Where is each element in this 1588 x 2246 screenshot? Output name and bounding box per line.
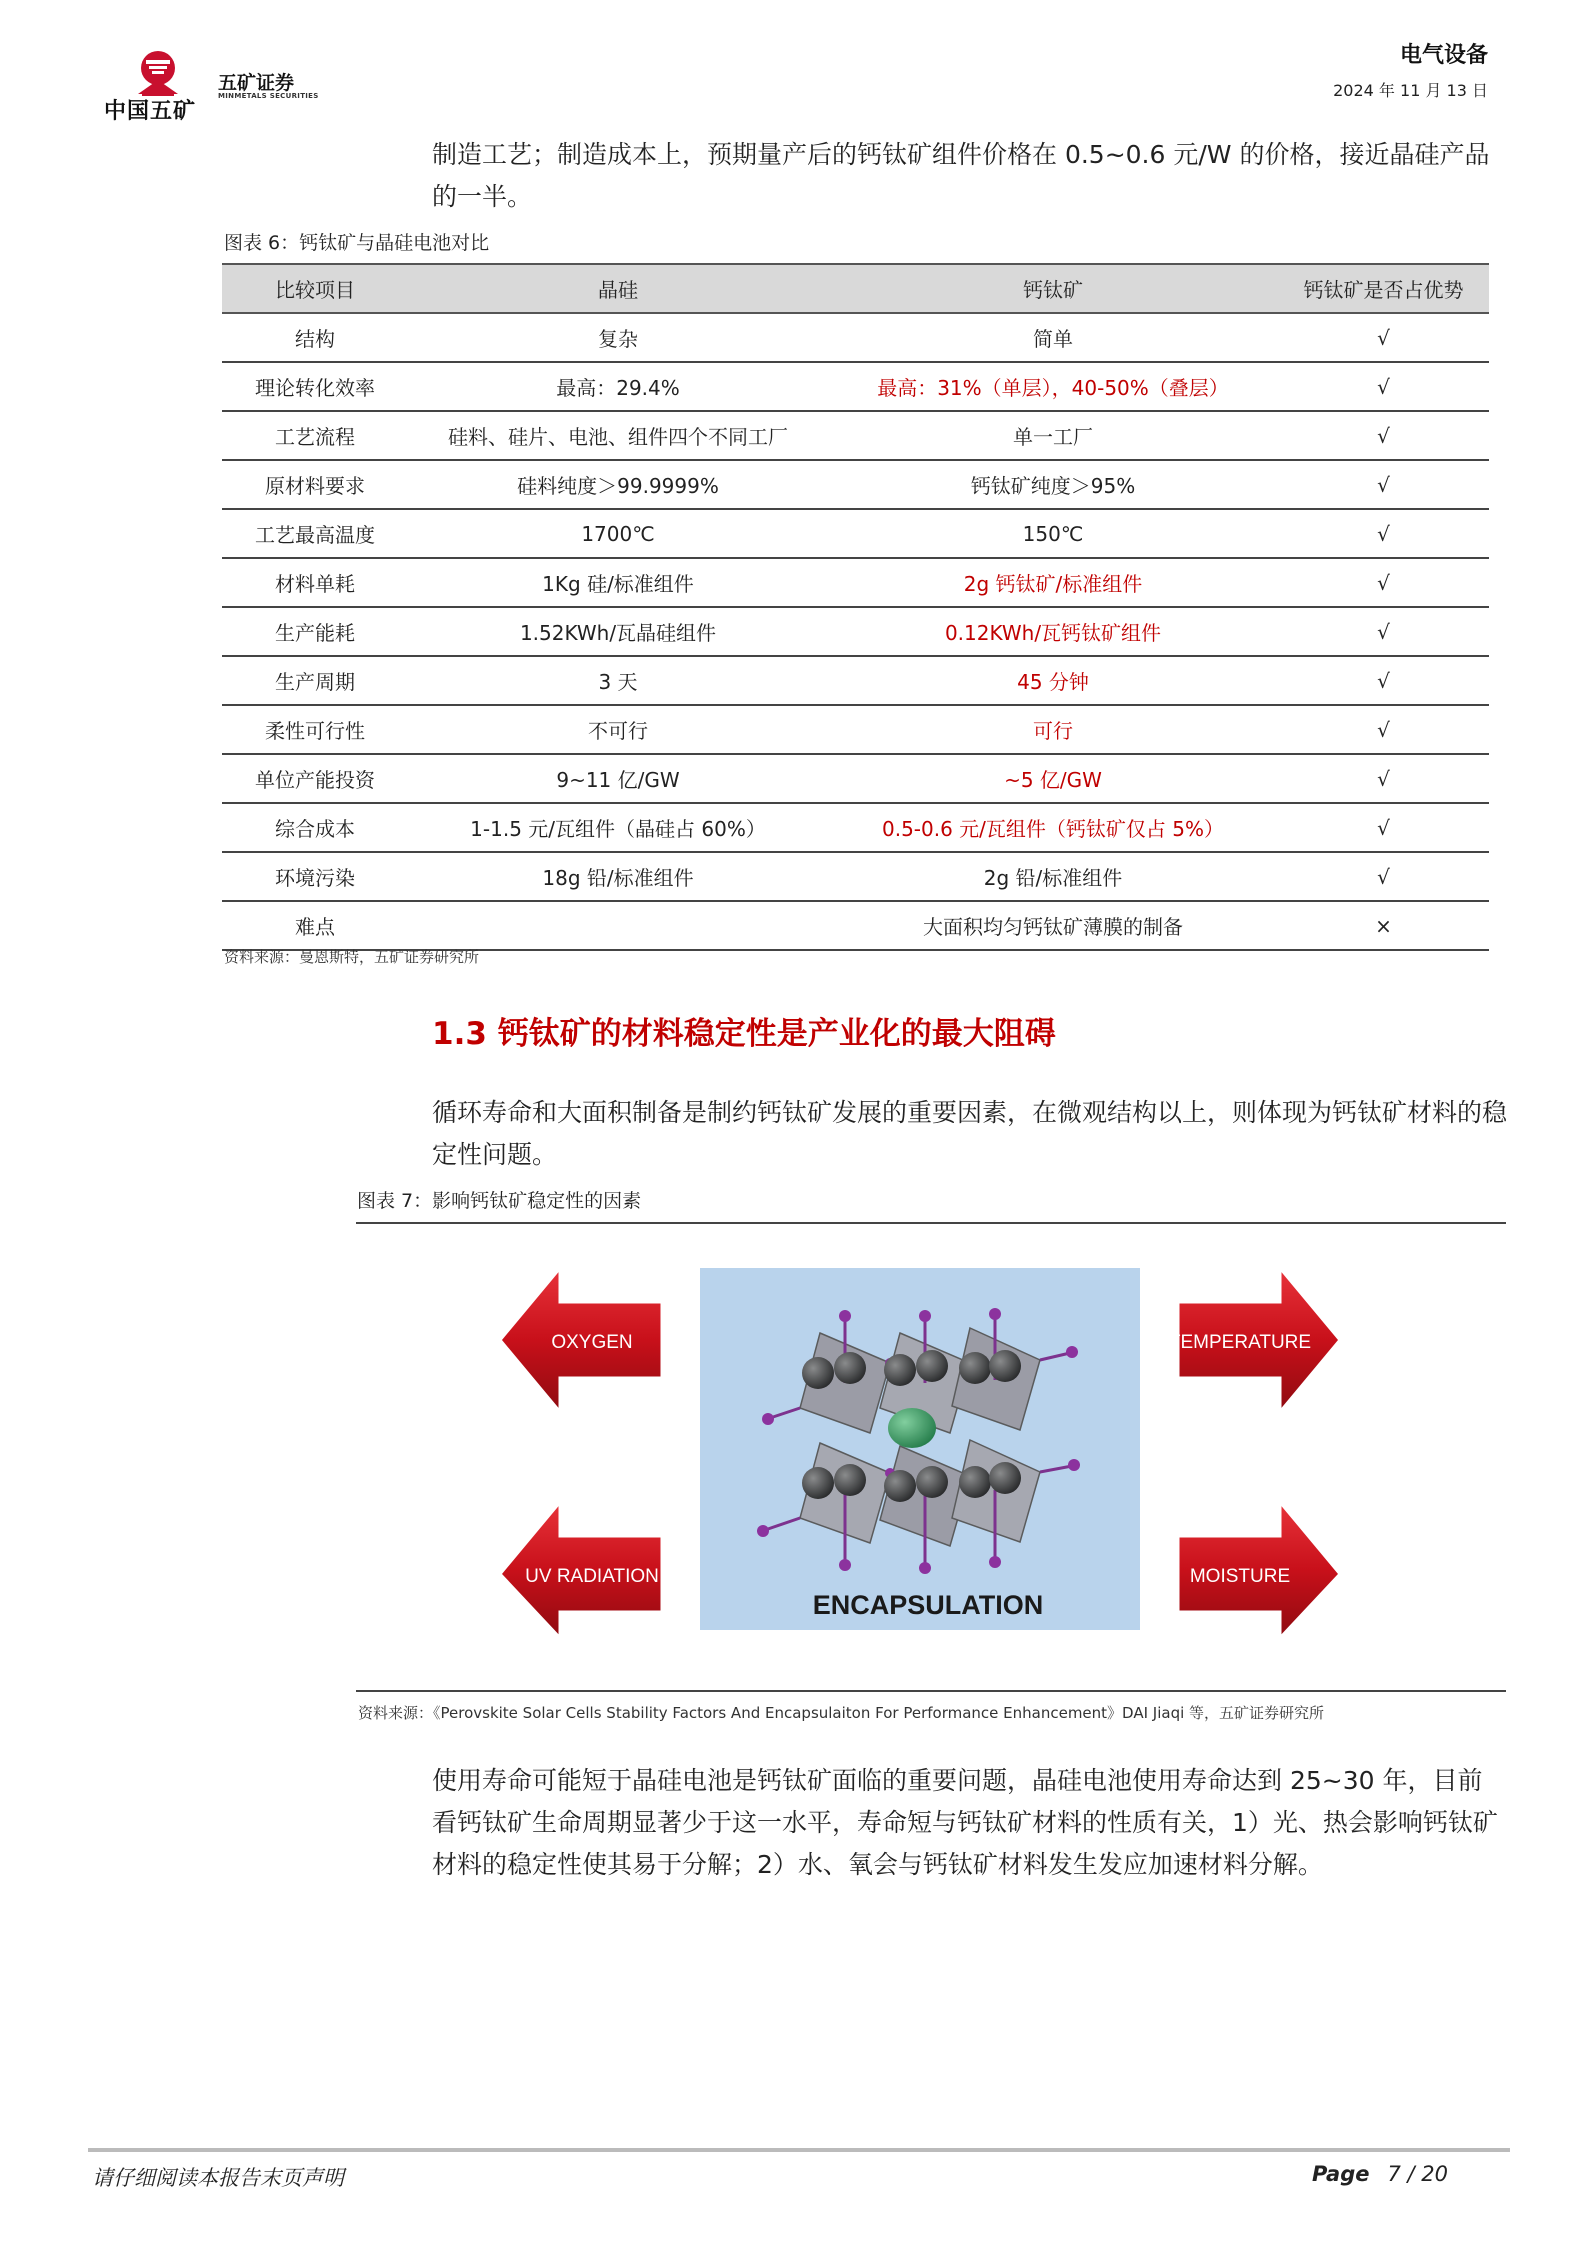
oxygen-arrow-icon <box>500 1268 662 1412</box>
perovskite-cell: 0.5-0.6 元/瓦组件（钙钛矿仅占 5%） <box>881 817 1224 841</box>
table-row <box>222 656 1489 705</box>
row-item: 综合成本 <box>275 817 355 841</box>
table-header-row <box>222 264 1489 313</box>
column-header: 钙钛矿 <box>1023 278 1083 302</box>
row-item: 单位产能投资 <box>255 768 375 792</box>
temperature-arrow-icon <box>1169 1268 1340 1412</box>
comparison-table <box>222 263 1489 951</box>
table-row <box>222 754 1489 803</box>
checkmark-icon: √ <box>1377 325 1390 350</box>
moisture-arrow-icon <box>1178 1502 1340 1638</box>
logo-brand-name: 五矿证券 <box>218 72 295 94</box>
page-indicator <box>1312 2162 1448 2186</box>
encapsulation-label: ENCAPSULATION <box>812 1590 1044 1620</box>
encapsulation-background <box>700 1268 1140 1630</box>
intro-paragraph: 制造工艺；制造成本上，预期量产后的钙钛矿组件价格在 0.5~0.6 元/W 的价格，接近晶硅产品的一半。 <box>432 140 1490 211</box>
row-item: 生产能耗 <box>275 621 355 645</box>
table-row <box>222 852 1489 901</box>
row-item: 难点 <box>295 915 335 939</box>
checkmark-icon: √ <box>1377 570 1390 595</box>
perovskite-cell: 大面积均匀钙钛矿薄膜的制备 <box>923 915 1183 939</box>
table-row <box>222 558 1489 607</box>
row-item: 环境污染 <box>275 866 355 890</box>
uv-radiation-label: UV RADIATION <box>525 1566 659 1587</box>
cross-icon: × <box>1375 913 1392 938</box>
silicon-cell: 18g 铅/标准组件 <box>542 866 694 890</box>
figure-caption: 图表 7：影响钙钛矿稳定性的因素 <box>357 1190 642 1212</box>
perovskite-cell: 2g 钙钛矿/标准组件 <box>963 572 1143 596</box>
report-sector: 电气设备 <box>1399 43 1488 68</box>
logo-english-name: MINMETALS SECURITIES <box>218 92 319 100</box>
perovskite-cell: 150℃ <box>1022 521 1084 546</box>
row-item: 工艺最高温度 <box>255 523 375 547</box>
silicon-cell <box>408 901 828 950</box>
perovskite-cell: ~5 亿/GW <box>1004 768 1102 792</box>
company-logo <box>100 50 330 130</box>
oxygen-label: OXYGEN <box>551 1332 633 1353</box>
logo-chinese-name: 中国五矿 <box>104 99 197 124</box>
footer-disclaimer: 请仔细阅读本报告末页声明 <box>92 2166 344 2190</box>
perovskite-cell: 简单 <box>1033 327 1073 351</box>
report-date: 2024 年 11 月 13 日 <box>1333 81 1488 100</box>
row-item: 材料单耗 <box>275 572 355 596</box>
table-row <box>222 313 1489 362</box>
perovskite-cell: 0.12KWh/瓦钙钛矿组件 <box>944 621 1162 645</box>
silicon-cell: 最高：29.4% <box>556 376 680 400</box>
column-header: 钙钛矿是否占优势 <box>1303 278 1464 302</box>
silicon-cell: 1700℃ <box>581 521 655 546</box>
silicon-cell: 9~11 亿/GW <box>556 768 680 792</box>
table-row <box>222 901 1489 950</box>
perovskite-cell: 钙钛矿纯度＞95% <box>970 474 1136 498</box>
checkmark-icon: √ <box>1377 423 1390 448</box>
checkmark-icon: √ <box>1377 864 1390 889</box>
page-label: Page <box>1311 2162 1370 2186</box>
perovskite-cell: 45 分钟 <box>1017 670 1089 694</box>
row-item: 生产周期 <box>275 670 355 694</box>
column-header: 比较项目 <box>275 278 355 302</box>
checkmark-icon: √ <box>1377 472 1390 497</box>
silicon-cell: 硅料、硅片、电池、组件四个不同工厂 <box>448 425 788 449</box>
minmetals-emblem-icon <box>132 50 184 98</box>
silicon-cell: 1Kg 硅/标准组件 <box>542 572 694 596</box>
silicon-cell: 1-1.5 元/瓦组件（晶硅占 60%） <box>470 817 766 841</box>
perovskite-cell: 2g 铅/标准组件 <box>983 866 1123 890</box>
table-row <box>222 509 1489 558</box>
table-row <box>222 460 1489 509</box>
checkmark-icon: √ <box>1377 374 1390 399</box>
silicon-cell: 3 天 <box>598 670 638 694</box>
figure-bottom-rule <box>356 1690 1506 1692</box>
uv-radiation-arrow-icon <box>500 1502 662 1638</box>
silicon-cell: 1.52KWh/瓦晶硅组件 <box>519 621 717 645</box>
temperature-label: TEMPERATURE <box>1168 1332 1312 1353</box>
row-item: 柔性可行性 <box>265 719 365 743</box>
checkmark-icon: √ <box>1377 815 1390 840</box>
checkmark-icon: √ <box>1377 766 1390 791</box>
row-item: 原材料要求 <box>265 474 365 498</box>
table-source: 资料来源：曼恩斯特，五矿证券研究所 <box>224 948 480 966</box>
row-item: 工艺流程 <box>275 425 355 449</box>
row-item: 结构 <box>295 327 335 351</box>
table-row <box>222 362 1489 411</box>
section-heading: 1.3 钙钛矿的材料稳定性是产业化的最大阻碍 <box>432 1016 1056 1052</box>
perovskite-cell: 可行 <box>1033 719 1073 743</box>
figure-source: 资料来源：《Perovskite Solar Cells Stability Factors And Encapsulaiton For Performance Enhancement》DAI Jiaqi 等，五矿证券研究所 <box>358 1704 1325 1722</box>
section-paragraph: 循环寿命和大面积制备是制约钙钛矿发展的重要因素，在微观结构以上，则体现为钙钛矿材料的稳定性问题。 <box>432 1098 1508 1169</box>
table-row <box>222 705 1489 754</box>
checkmark-icon: √ <box>1377 619 1390 644</box>
table-row <box>222 607 1489 656</box>
table-row <box>222 803 1489 852</box>
perovskite-cell: 最高：31%（单层），40-50%（叠层） <box>877 376 1229 400</box>
figure-top-rule <box>356 1222 1506 1224</box>
silicon-cell: 复杂 <box>598 327 638 351</box>
table-caption: 图表 6：钙钛矿与晶硅电池对比 <box>224 232 490 254</box>
row-item: 理论转化效率 <box>255 376 375 400</box>
column-header: 晶硅 <box>598 278 638 302</box>
footer-divider <box>88 2148 1510 2152</box>
page-number: 7 / 20 <box>1387 2162 1448 2186</box>
moisture-label: MOISTURE <box>1189 1566 1291 1587</box>
stability-factors-figure <box>500 1268 1340 1638</box>
silicon-cell: 不可行 <box>588 719 648 743</box>
checkmark-icon: √ <box>1377 521 1390 546</box>
closing-paragraph: 使用寿命可能短于晶硅电池是钙钛矿面临的重要问题，晶硅电池使用寿命达到 25~30 年，目前看钙钛矿生命周期显著少于这一水平，寿命短与钙钛矿材料的性质有关，1）光、热会影响钙钛矿材料的稳定性使其易于分解；2）水、氧会与钙钛矿材料发生发应加速材料分解。 <box>432 1766 1498 1879</box>
perovskite-cell: 单一工厂 <box>1013 425 1093 449</box>
table-row <box>222 411 1489 460</box>
checkmark-icon: √ <box>1377 668 1390 693</box>
silicon-cell: 硅料纯度＞99.9999% <box>517 474 719 498</box>
checkmark-icon: √ <box>1377 717 1390 742</box>
